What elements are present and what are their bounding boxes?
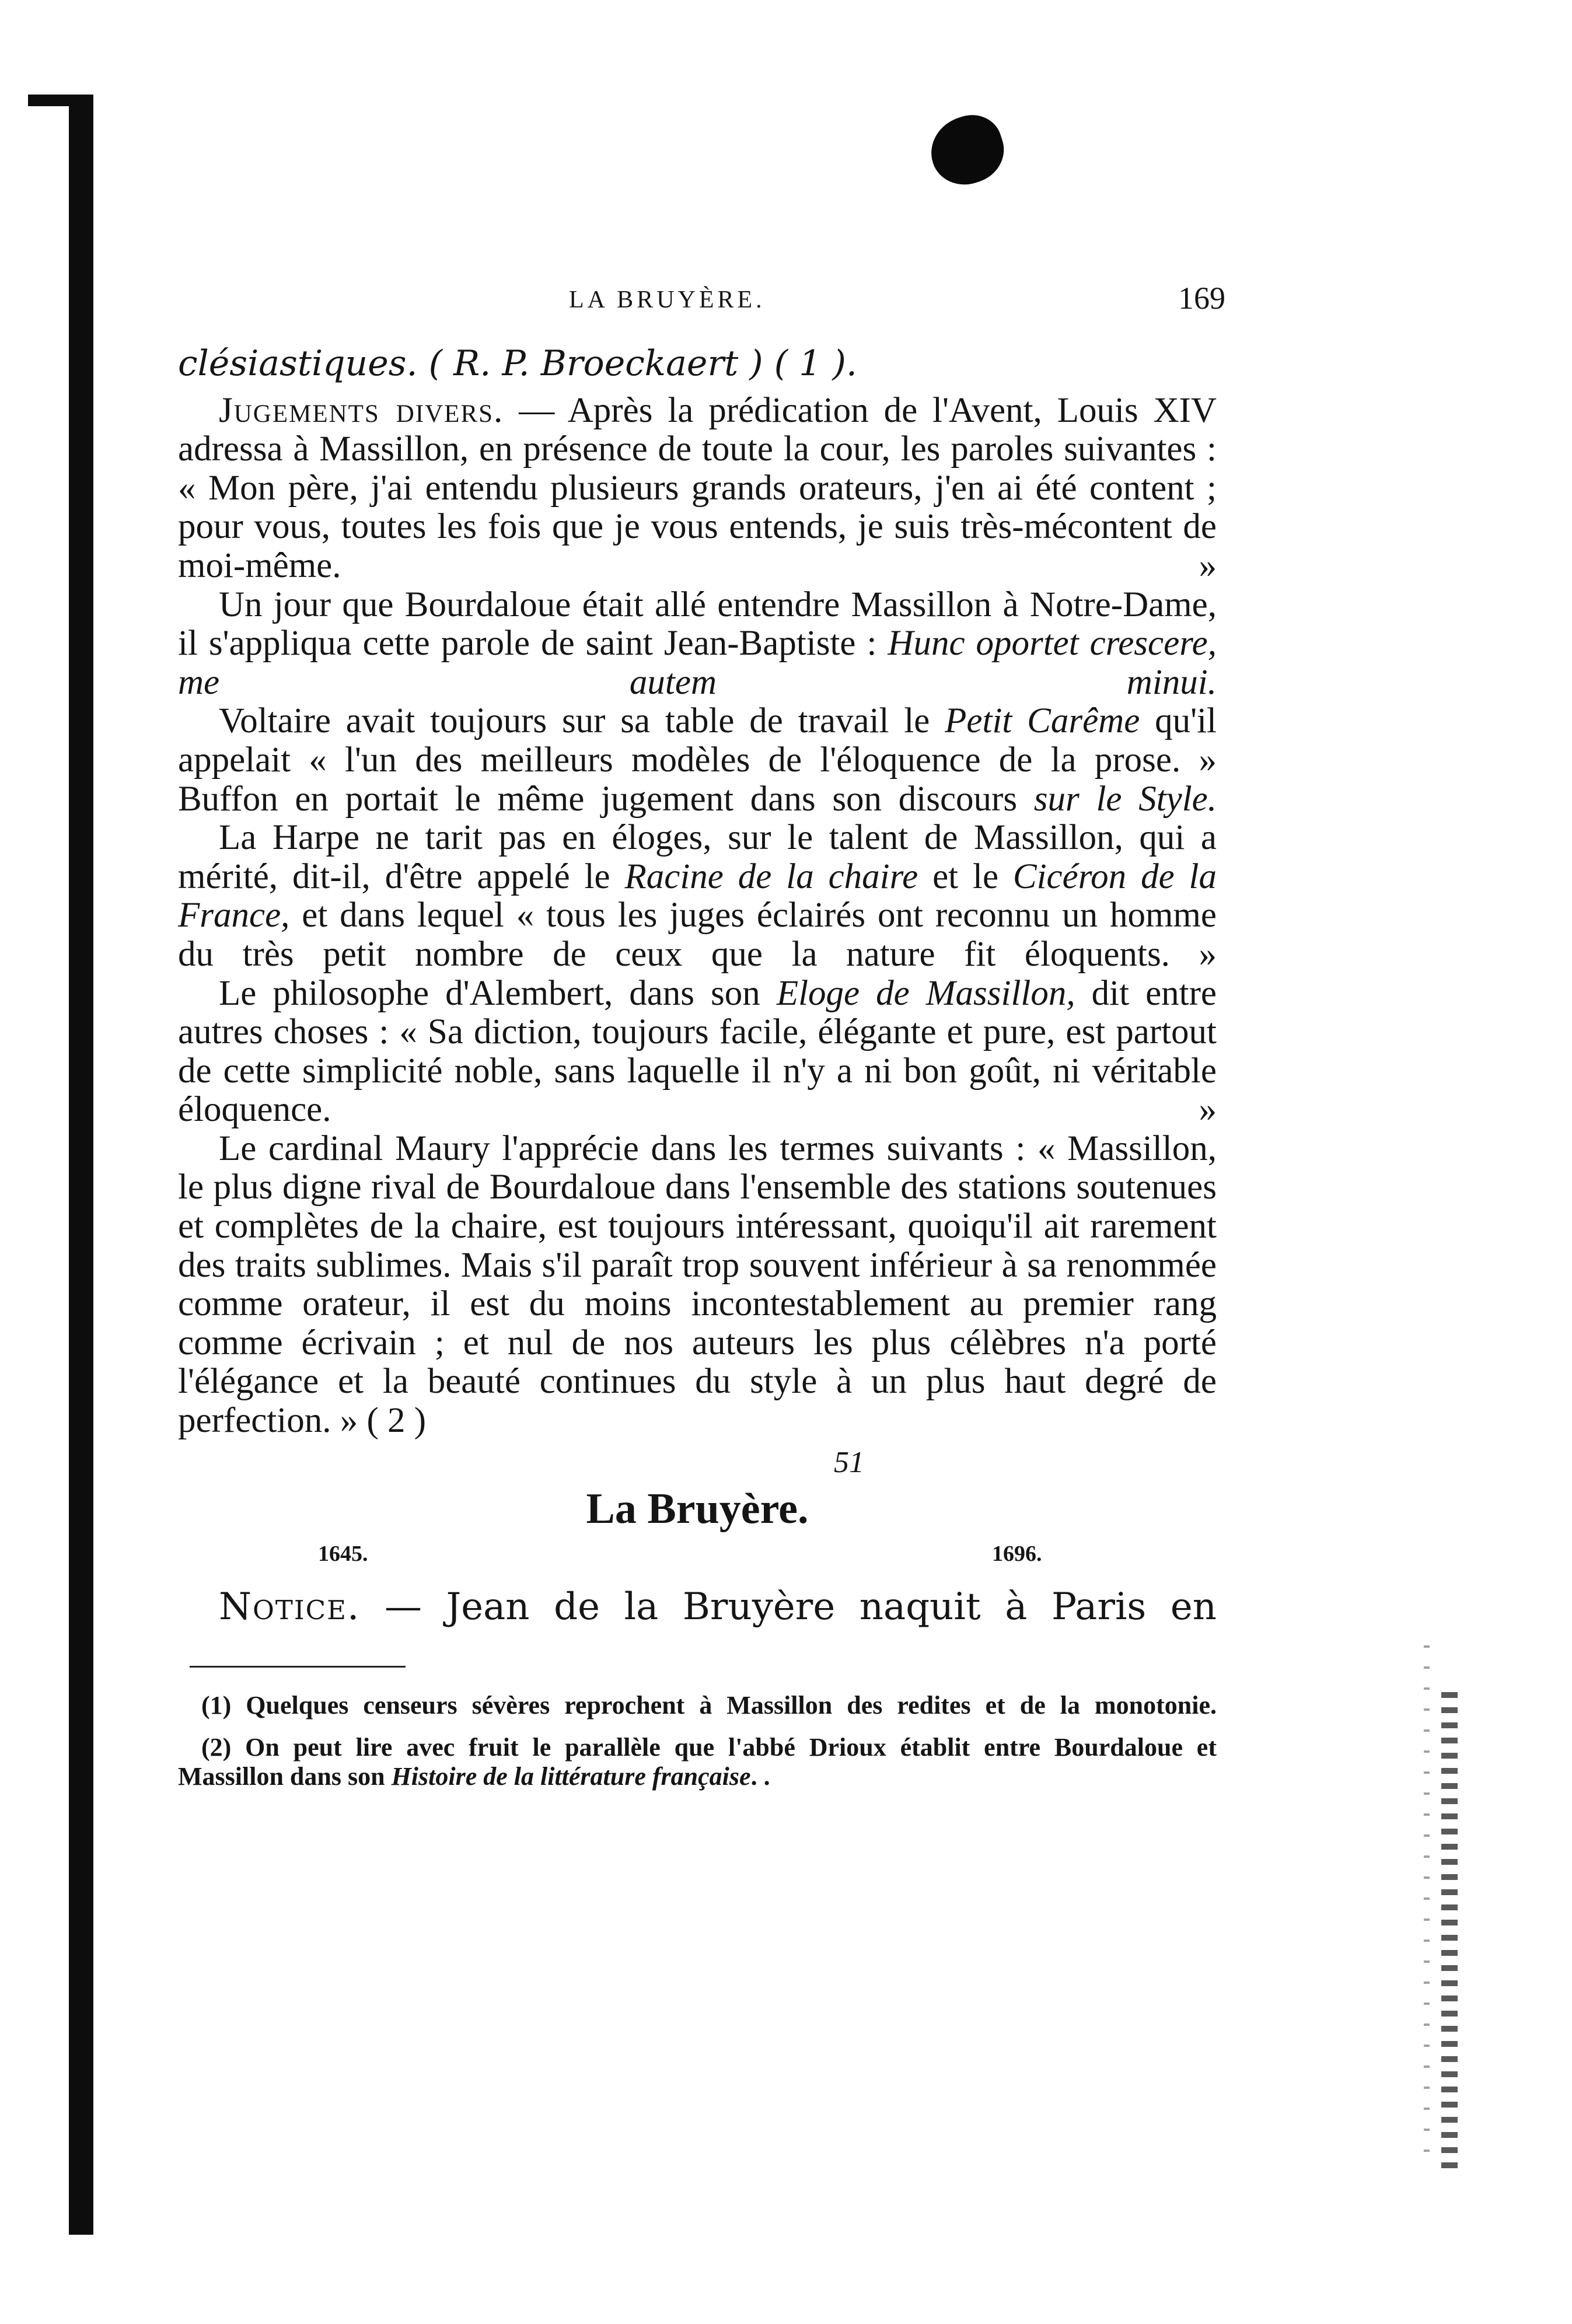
- paragraph-judgements: Jugements divers. — Après la prédication de l'Avent, Louis XIV adressa à Massillon, en présence de toute la cour, les paroles suivantes : « Mon père, j'ai entendu plusieurs grands orateurs, j'en ai été content ; pour vous, toutes les fois que je vous entends, je suis très-mécontent de moi-même. »: [178, 390, 1217, 585]
- notice-label: Notice.: [219, 1585, 361, 1628]
- footnote-1: (1) Quelques censeurs sévères reprochent à Massillon des redites et de la monotonie.: [201, 1690, 1217, 1720]
- binding-mark: [28, 95, 93, 106]
- paragraph-alembert: Le philosophe d'Alembert, dans son Eloge de Massillon, dit entre autres choses : « Sa diction, toujours facile, élégante et pure, est partout de cette simplicité noble, sans laquelle il n'y a ni bon goût, ni véritable éloquence. »: [178, 973, 1217, 1130]
- birth-year: 1645.: [318, 1541, 368, 1566]
- page-body: [178, 344, 1217, 1804]
- scan-artifact: [1424, 1645, 1430, 2159]
- paragraph-voltaire: Voltaire avait toujours sur sa table de travail le Petit Carême qu'il appelait « l'un des meilleurs modèles de l'éloquence de la prose. » Buffon en portait le même jugement dans son discours sur le Style.: [178, 701, 1217, 819]
- ink-blot: [922, 107, 1012, 194]
- footnote-2: (2) On peut lire avec fruit le parallèle que l'abbé Drioux établit entre Bourdaloue et Massillon dans son Histoire de la littérature française. .: [178, 1732, 1217, 1791]
- handwritten-number: 51: [834, 1445, 864, 1479]
- latin-quote: Hunc oportet crescere, me autem minui.: [178, 624, 1217, 702]
- notice-paragraph: Notice. — Jean de la Bruyère naquit à Paris en: [219, 1585, 1217, 1628]
- binding-edge: [69, 99, 93, 2235]
- paragraph-maury: Le cardinal Maury l'apprécie dans les termes suivants : « Massillon, le plus digne rival de Bourdaloue dans l'ensemble des stations soutenues et complètes de la chaire, est toujours intéressant, quoiqu'il ait rarement des traits sublimes. Mais s'il paraît trop souvent inférieur à sa renommée comme orateur, il est du moins incontestablement au premier rang comme écrivain ; et nul de nos auteurs les plus célèbres n'a porté l'élégance et la beauté continues du style à un plus haut degré de perfection. » ( 2 ): [178, 1128, 1217, 1441]
- continued-line: clésiastiques. ( R. P. Broeckaert ) ( 1 ).: [178, 343, 857, 384]
- paragraph-la-harpe: La Harpe ne tarit pas en éloges, sur le talent de Massillon, qui a mérité, dit-il, d'être appelé le Racine de la chaire et le Cicéron de la France, et dans lequel « tous les juges éclairés ont reconnu un homme du très petit nombre de ceux que la nature fit éloquents. »: [178, 818, 1217, 974]
- page-header: [569, 280, 1225, 321]
- paragraph-bourdaloue: Un jour que Bourdaloue était allé entendre Massillon à Notre-Dame, il s'appliqua cette parole de saint Jean-Baptiste : Hunc oportet crescere, me autem minui.: [178, 585, 1217, 702]
- running-head: LA BRUYÈRE.: [569, 286, 766, 313]
- death-year: 1696.: [992, 1541, 1042, 1566]
- footnote-rule: [190, 1666, 406, 1668]
- scan-artifact: [1441, 1692, 1458, 2171]
- life-dates: [178, 1535, 1217, 1572]
- paragraph-lead: Jugements divers.: [219, 390, 504, 430]
- section-title: La Bruyère.: [586, 1484, 809, 1533]
- page-number: 169: [1178, 281, 1225, 316]
